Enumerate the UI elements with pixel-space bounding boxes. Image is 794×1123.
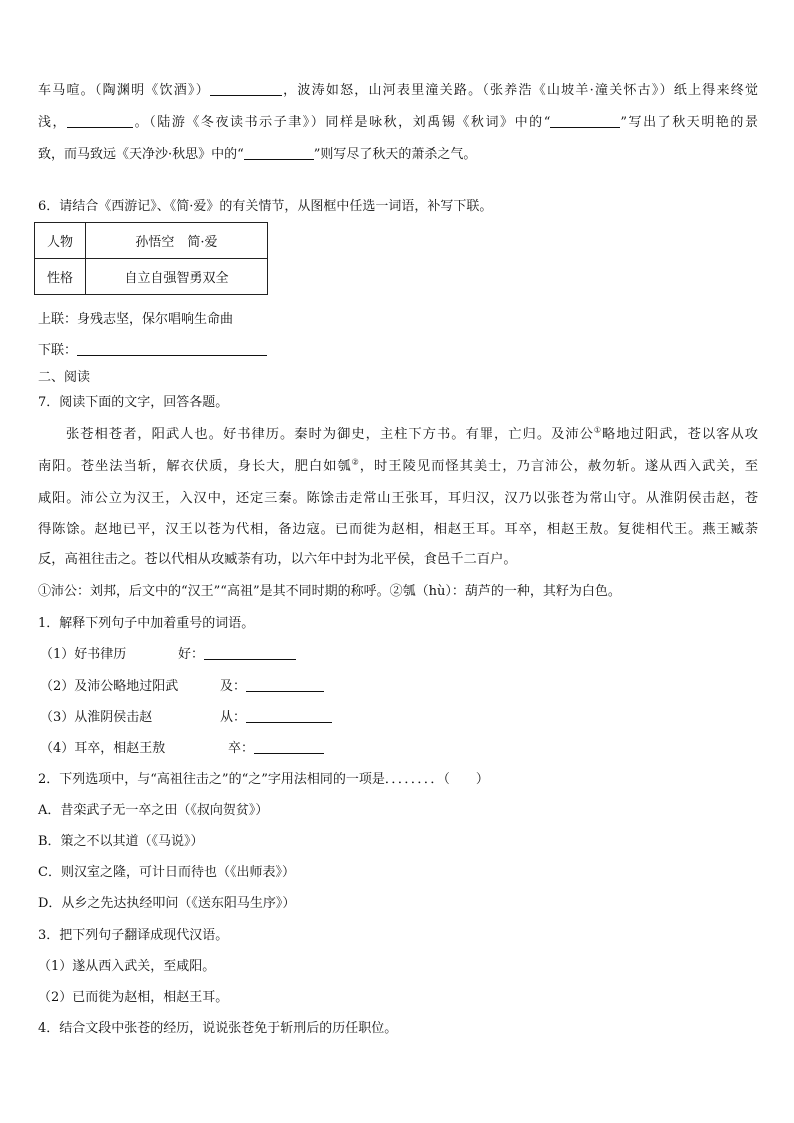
sub-question-4-title: 4．结合文段中张苍的经历，说说张苍免于斩刑后的历任职位。 [38,1021,398,1036]
s1-item-1-answer [178,646,296,664]
q7-prompt: 7．阅读下面的文字，回答各题。 [38,395,229,410]
option-a[interactable]: A．昔栾武子无一卒之田（《叔向贺贫》） [38,803,269,818]
s1-item-3: （3）从淮阴侯击赵 [40,710,153,725]
passage-line: 得陈馀。赵地已平，汉王以苍为代相，备边寇。已而徙为赵相，相赵王耳。耳卒，相赵王敖。复徙相代王。燕王臧荼 [38,522,758,537]
table-head: 人物 [35,223,86,259]
word-label: 卒： [228,741,255,756]
table-head: 性格 [35,259,86,295]
q5-text: 。（陆游《冬夜读书示子聿》）同样是咏秋，刘禹锡《秋词》中的“ [133,115,551,130]
xialian-blank[interactable] [77,342,267,356]
table-row [35,223,268,259]
q6-prompt: 6．请结合《西游记》、《简·爱》的有关情节，从图框中任选一词语，补写下联。 [38,199,493,214]
footnotes: ①沛公：刘邦，后文中的“汉王”“高祖”是其不同时期的称呼。②瓠（hù）：葫芦的一种，其籽为白色。 [38,584,621,599]
answer-blank[interactable] [244,146,314,160]
q5-line-3 [38,146,758,164]
answer-blank[interactable] [204,646,296,660]
s3-item-2: （2）已而徙为赵相，相赵王耳。 [38,990,229,1005]
q5-line-2 [38,114,758,132]
option-c[interactable]: C．则汉室之隆，可计日而待也（《出师表》） [38,865,295,880]
q5-text: ”则写尽了秋天的萧杀之气。 [313,147,477,162]
passage-line: 反，高祖往击之。苍以代相从攻臧荼有功，以六年中封为北平侯，食邑千二百户。 [38,552,517,567]
answer-blank[interactable] [67,114,133,128]
sub-question-1-title: 1．解释下列句子中加着重号的词语。 [38,616,255,631]
footnote-mark: ② [351,457,360,467]
passage-line [66,426,758,444]
table-row [35,259,268,295]
answer-blank[interactable] [246,709,332,723]
answer-blank[interactable] [254,740,324,754]
xialian-label: 下联： [38,343,78,358]
passage-line [38,458,758,476]
answer-blank[interactable] [246,678,324,692]
s1-item-4-answer [228,740,324,758]
sub-question-2-title: 2．下列选项中，与“高祖往击之”的“之”字用法相同的一项是．．．．．．．．（ ） [38,772,489,787]
passage-text: 南阳。苍坐法当斩，解衣伏质，身长大，肥白如瓠 [38,459,352,474]
q5-text: 浅， [38,115,68,130]
q5-text: ”写出了秋天明艳的景 [620,115,758,130]
s3-item-1: （1）遂从西入武关，至咸阳。 [38,959,216,974]
passage-text: 张苍相苍者，阳武人也。好书律历。秦时为御史，主柱下方书。有罪，亡归。及沛公 [66,427,594,442]
s1-item-2-answer [220,678,324,696]
answer-blank[interactable] [210,82,282,96]
word-label: 好： [178,647,205,662]
s1-item-3-answer [220,709,332,727]
passage-line: 咸阳。沛公立为汉王，入汉中，还定三秦。陈馀击走常山王张耳，耳归汉，汉乃以张苍为常山守。从淮阴侯击赵，苍 [38,491,758,506]
passage-text: 略地过阳武，苍以客从攻 [602,427,759,442]
option-b[interactable]: B．策之不以其道（《马说》） [38,834,204,849]
word-label: 从： [220,710,247,725]
s1-item-2: （2）及沛公略地过阳武 [40,679,179,694]
q5-line-1 [38,82,758,100]
q5-text: ，波涛如怒，山河表里潼关路。（张养浩《山坡羊·潼关怀古》）纸上得来终觉 [281,83,758,98]
sub-question-3-title: 3．把下列句子翻译成现代汉语。 [38,928,229,943]
passage-text: ，时王陵见而怪其美士，乃言沛公，赦勿斩。遂从西入武关，至 [359,459,759,474]
q5-text: 车马喧。（陶渊明《饮酒》） [38,83,210,98]
q5-text: 致，而马致远《天净沙·秋思》中的“ [38,147,244,162]
section-heading: 二、阅读 [38,370,91,385]
s1-item-1: （1）好书律历 [40,647,127,662]
answer-blank[interactable] [550,114,620,128]
s1-item-4: （4）耳卒，相赵王敖 [40,741,166,756]
table-cell: 孙悟空 简·爱 [86,223,268,259]
option-d[interactable]: D．从乡之先达执经叩问（《送东阳马生序》） [38,896,296,911]
shanglian: 上联：身残志坚，保尔唱响生命曲 [38,312,234,327]
table-cell: 自立自强智勇双全 [86,259,268,295]
xialian-line [38,342,758,360]
word-choice-table [34,222,268,295]
word-label: 及： [220,679,247,694]
footnote-mark: ① [593,425,603,435]
